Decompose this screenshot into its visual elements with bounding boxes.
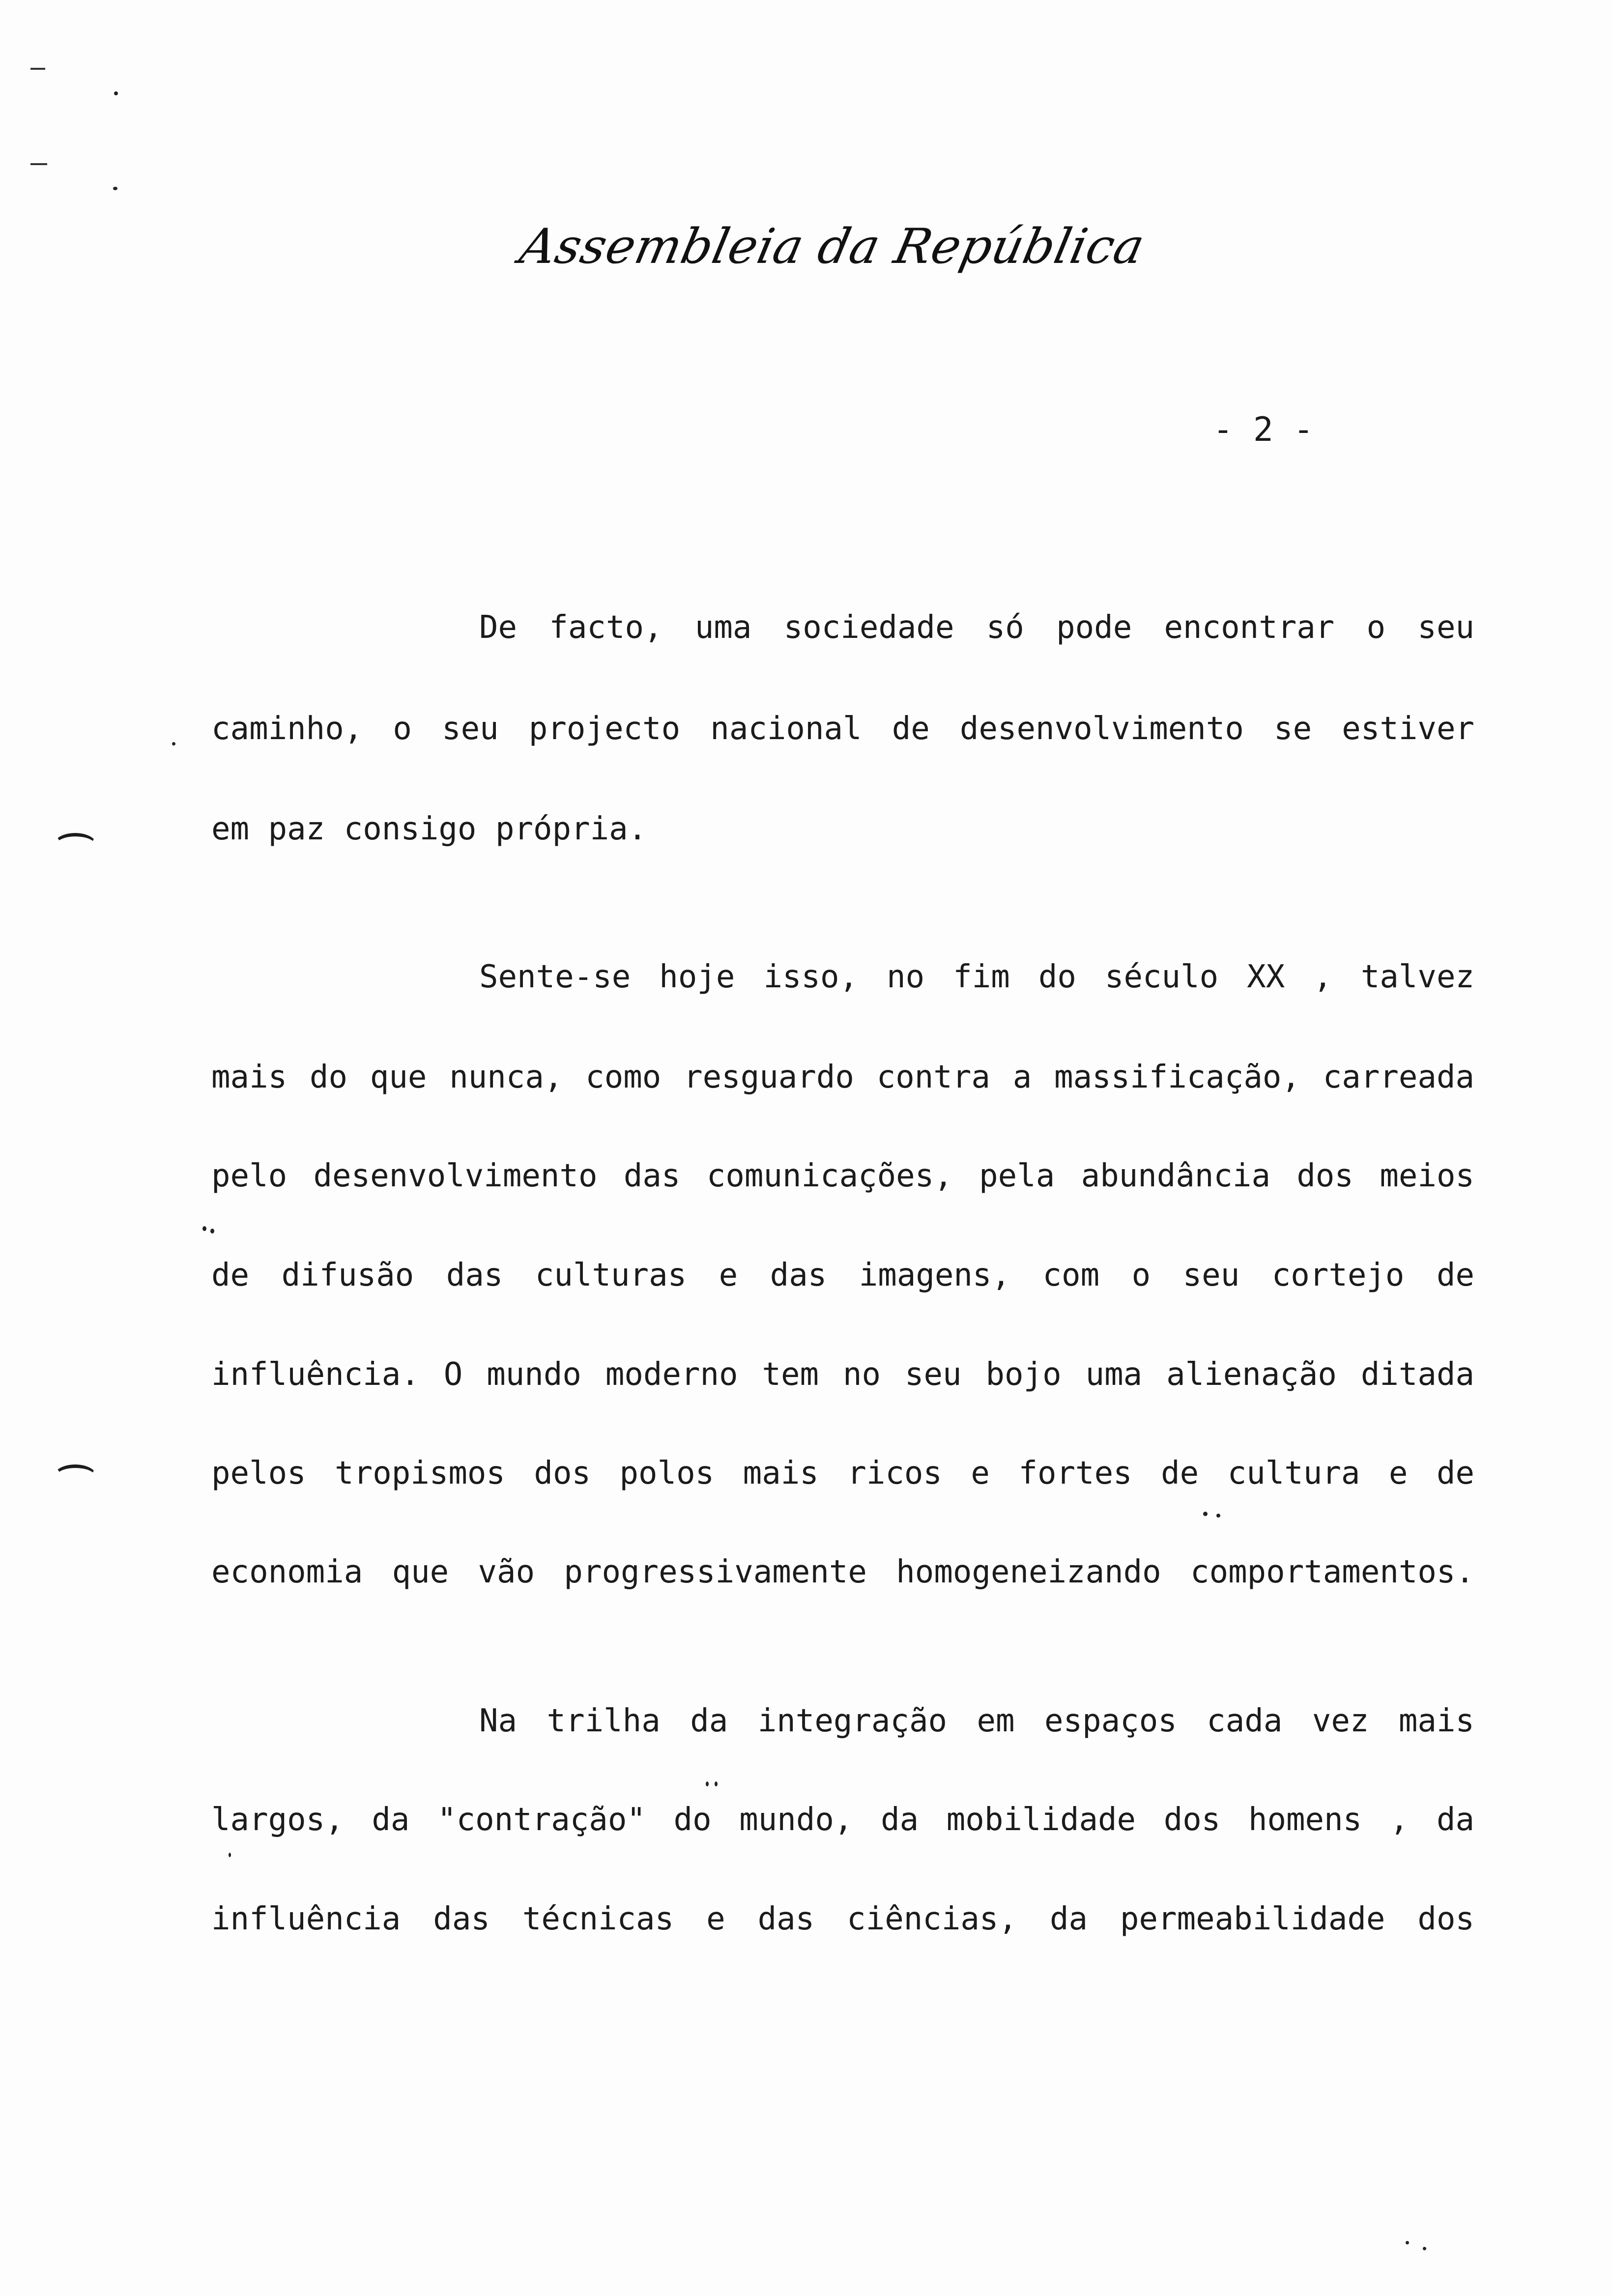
margin-dot-mark — [172, 742, 175, 746]
paragraph-3-line-2: largos, da "contração" do mundo, da mobilidade dos homens , da — [211, 1802, 1474, 1838]
stray-mark — [1406, 2241, 1409, 2244]
margin-punch-mark — [54, 1464, 96, 1488]
paragraph-2-line-2: mais do que nunca, como resguardo contra a massificação, carreada — [211, 1059, 1474, 1095]
stray-mark — [210, 1229, 214, 1234]
margin-dash-mark — [30, 163, 47, 165]
paragraph-2-line-5: influência. O mundo moderno tem no seu bojo uma alienação ditada — [211, 1356, 1474, 1393]
margin-punch-mark — [54, 833, 96, 856]
stray-mark — [706, 1781, 709, 1786]
paragraph-2-line-1: Sente-se hoje isso, no fim do século XX , talvez — [479, 959, 1474, 995]
stray-mark — [229, 1853, 231, 1857]
page-number: - 2 - — [1213, 410, 1314, 449]
paragraph-3-line-3: influência das técnicas e das ciências, da permeabilidade dos — [211, 1901, 1474, 1937]
paragraph-2-line-7: economia que vão progressivamente homogeneizando comportamentos. — [211, 1554, 1474, 1590]
paragraph-2-line-4: de difusão das culturas e das imagens, com o seu cortejo de — [211, 1257, 1474, 1293]
margin-dot-mark — [113, 187, 117, 190]
stray-mark — [715, 1781, 718, 1786]
paragraph-2-line-6: pelos tropismos dos polos mais ricos e fortes de cultura e de — [211, 1455, 1474, 1492]
stray-mark — [1203, 1512, 1208, 1516]
letterhead-title: Assembleia da República — [515, 219, 1150, 275]
stray-mark — [1423, 2247, 1426, 2250]
margin-dot-mark — [114, 91, 118, 95]
paragraph-1-line-3: em paz consigo própria. — [211, 811, 647, 847]
paragraph-2-line-3: pelo desenvolvimento das comunicações, pela abundância dos meios — [211, 1158, 1474, 1194]
margin-dash-mark — [30, 68, 45, 70]
stray-mark — [1216, 1514, 1220, 1518]
stray-mark — [202, 1226, 206, 1231]
paragraph-3-line-1: Na trilha da integração em espaços cada vez mais — [479, 1703, 1474, 1739]
paragraph-1-line-2: caminho, o seu projecto nacional de desenvolvimento se estiver — [211, 711, 1474, 747]
paragraph-1-line-1: De facto, uma sociedade só pode encontrar o seu — [479, 609, 1474, 646]
